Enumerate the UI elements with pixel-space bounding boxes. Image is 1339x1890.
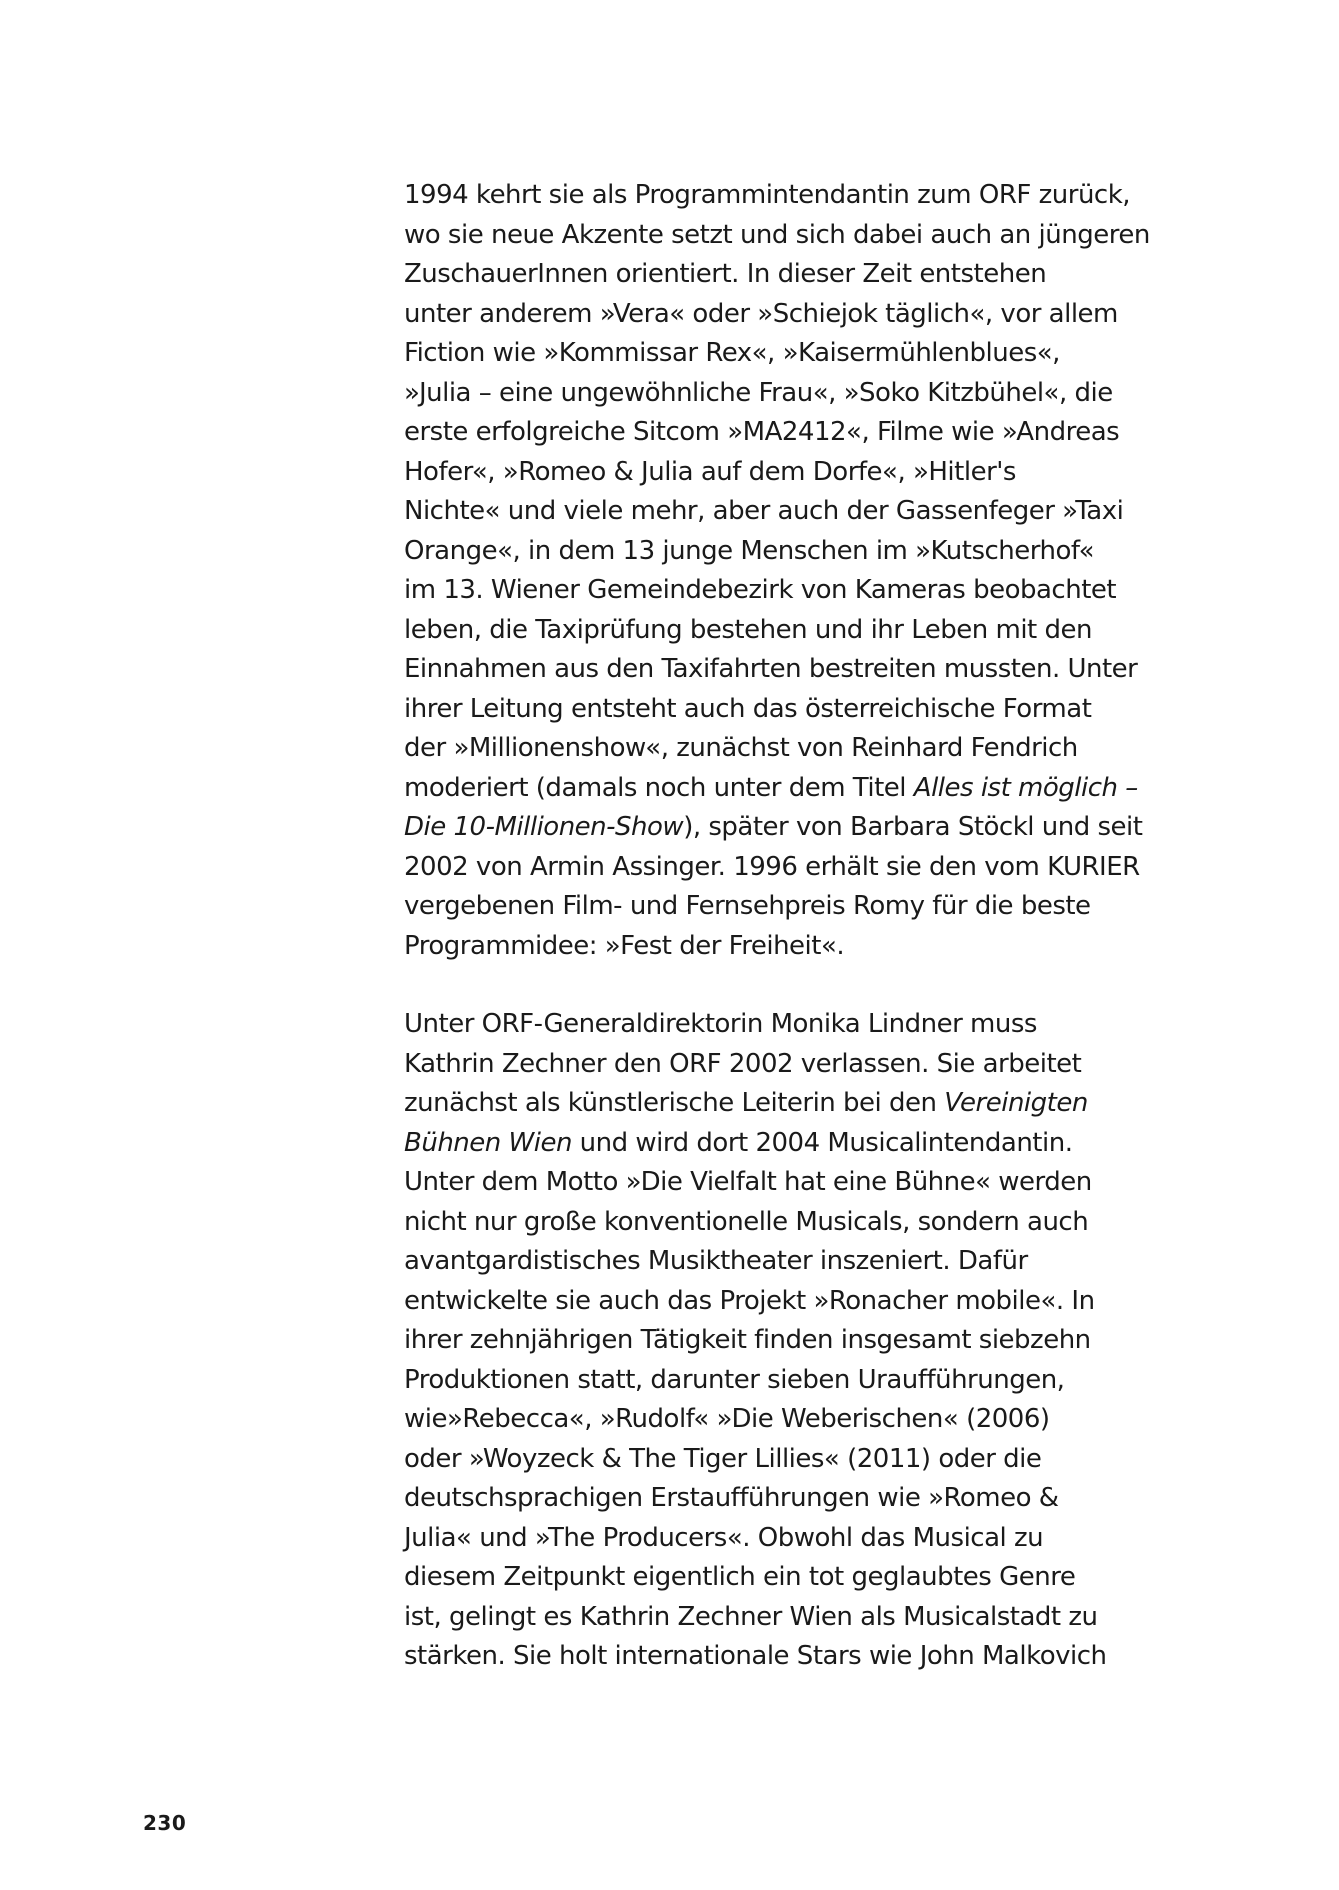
text-segment: Fiction wie »Kommissar Rex«, »Kaisermühlenblues«, [404, 338, 1060, 368]
text-segment: Julia« und »The Producers«. Obwohl das Musical zu [404, 1522, 1044, 1553]
text-line [404, 848, 1194, 888]
text-segment: leben, die Taxiprüfung bestehen und ihr Leben mit den [404, 614, 1092, 645]
text-line [404, 1124, 1194, 1164]
text-segment: Programmidee: »Fest der Freiheit«. [404, 930, 845, 961]
italic-title-text: Alles ist möglich – [913, 772, 1138, 803]
text-segment: ist, gelingt es Kathrin Zechner Wien als Musicalstadt zu [404, 1601, 1098, 1632]
text-line [404, 887, 1194, 927]
body-text-column [404, 176, 1194, 1677]
text-segment: ), später von Barbara Stöckl und seit [683, 812, 1143, 842]
text-segment: stärken. Sie holt internationale Stars wie John Malkovich [404, 1641, 1107, 1671]
text-segment: deutschsprachigen Erstaufführungen wie »Romeo & [404, 1483, 1059, 1513]
text-segment: Hofer«, »Romeo & Julia auf dem Dorfe«, »Hitler's [404, 456, 1016, 487]
text-segment: wo sie neue Akzente setzt und sich dabei auch an jüngeren [404, 219, 1150, 250]
text-line [404, 650, 1194, 690]
text-segment: Produktionen statt, darunter sieben Uraufführungen, [404, 1364, 1065, 1395]
text-line [404, 927, 1194, 967]
text-segment: wie»Rebecca«, »Rudolf« »Die Weberischen« (2006) [404, 1404, 1050, 1434]
text-line [404, 1163, 1194, 1203]
text-line [404, 295, 1194, 335]
text-line [404, 729, 1194, 769]
text-segment: unter anderem »Vera« oder »Schiejok täglich«, vor allem [404, 298, 1118, 329]
text-line [404, 532, 1194, 572]
text-segment: oder »Woyzeck & The Tiger Lillies« (2011) oder die [404, 1443, 1042, 1474]
text-line [404, 255, 1194, 295]
text-line [404, 690, 1194, 730]
text-line [404, 492, 1194, 532]
text-segment: nicht nur große konventionelle Musicals, sondern auch [404, 1206, 1089, 1237]
text-line [404, 334, 1194, 374]
text-line [404, 176, 1194, 216]
text-segment: Kathrin Zechner den ORF 2002 verlassen. Sie arbeitet [404, 1048, 1082, 1079]
text-line [404, 1045, 1194, 1085]
text-segment: ZuschauerInnen orientiert. In dieser Zeit entstehen [404, 259, 1047, 289]
paragraph-1 [404, 176, 1194, 966]
text-line [404, 216, 1194, 256]
text-segment: Unter dem Motto »Die Vielfalt hat eine Bühne« werden [404, 1167, 1092, 1197]
text-line [404, 1282, 1194, 1322]
text-line [404, 1637, 1194, 1677]
text-segment: ihrer Leitung entsteht auch das österreichische Format [404, 693, 1092, 724]
text-line [404, 808, 1194, 848]
text-line [404, 374, 1194, 414]
text-segment: entwickelte sie auch das Projekt »Ronacher mobile«. In [404, 1285, 1095, 1316]
text-line [404, 1005, 1194, 1045]
text-line [404, 1598, 1194, 1638]
text-segment: diesem Zeitpunkt eigentlich ein tot geglaubtes Genre [404, 1562, 1076, 1592]
text-line [404, 1361, 1194, 1401]
text-line [404, 1519, 1194, 1559]
text-segment: Orange«, in dem 13 junge Menschen im »Kutscherhof« [404, 535, 1095, 566]
text-segment: 2002 von Armin Assinger. 1996 erhält sie den vom KURIER [404, 851, 1140, 882]
paragraph-2 [404, 1005, 1194, 1677]
text-line [404, 611, 1194, 651]
text-segment: erste erfolgreiche Sitcom »MA2412«, Filme wie »Andreas [404, 417, 1120, 447]
text-segment: Einnahmen aus den Taxifahrten bestreiten mussten. Unter [404, 654, 1138, 684]
page-number: 230 [143, 1811, 187, 1835]
text-line [404, 413, 1194, 453]
text-line [404, 1440, 1194, 1480]
text-line [404, 571, 1194, 611]
text-line [404, 769, 1194, 809]
text-segment: ihrer zehnjährigen Tätigkeit finden insgesamt siebzehn [404, 1325, 1091, 1355]
text-line [404, 1400, 1194, 1440]
text-line [404, 1242, 1194, 1282]
text-line [404, 1084, 1194, 1124]
text-segment: im 13. Wiener Gemeindebezirk von Kameras beobachtet [404, 575, 1117, 605]
text-line [404, 1479, 1194, 1519]
text-segment: Nichte« und viele mehr, aber auch der Gassenfeger »Taxi [404, 496, 1124, 526]
text-segment: 1994 kehrt sie als Programmintendantin zum ORF zurück, [404, 180, 1131, 210]
text-segment: der »Millionenshow«, zunächst von Reinhard Fendrich [404, 733, 1078, 763]
text-line [404, 1203, 1194, 1243]
text-line [404, 453, 1194, 493]
text-line [404, 1321, 1194, 1361]
text-segment: »Julia – eine ungewöhnliche Frau«, »Soko Kitzbühel«, die [404, 377, 1113, 408]
text-segment: zunächst als künstlerische Leiterin bei den [404, 1088, 945, 1118]
italic-title-text: Bühnen Wien [404, 1127, 572, 1158]
text-line [404, 1558, 1194, 1598]
italic-title-text: Die 10-Millionen-Show [404, 812, 684, 842]
italic-title-text: Vereinigten [944, 1088, 1088, 1118]
text-segment: Unter ORF-Generaldirektorin Monika Lindner muss [404, 1009, 1037, 1039]
text-segment: avantgardistisches Musiktheater inszeniert. Dafür [404, 1246, 1028, 1276]
text-segment: moderiert (damals noch unter dem Titel [404, 772, 914, 803]
text-segment: und wird dort 2004 Musicalintendantin. [571, 1127, 1073, 1158]
text-segment: vergebenen Film- und Fernsehpreis Romy für die beste [404, 891, 1091, 921]
